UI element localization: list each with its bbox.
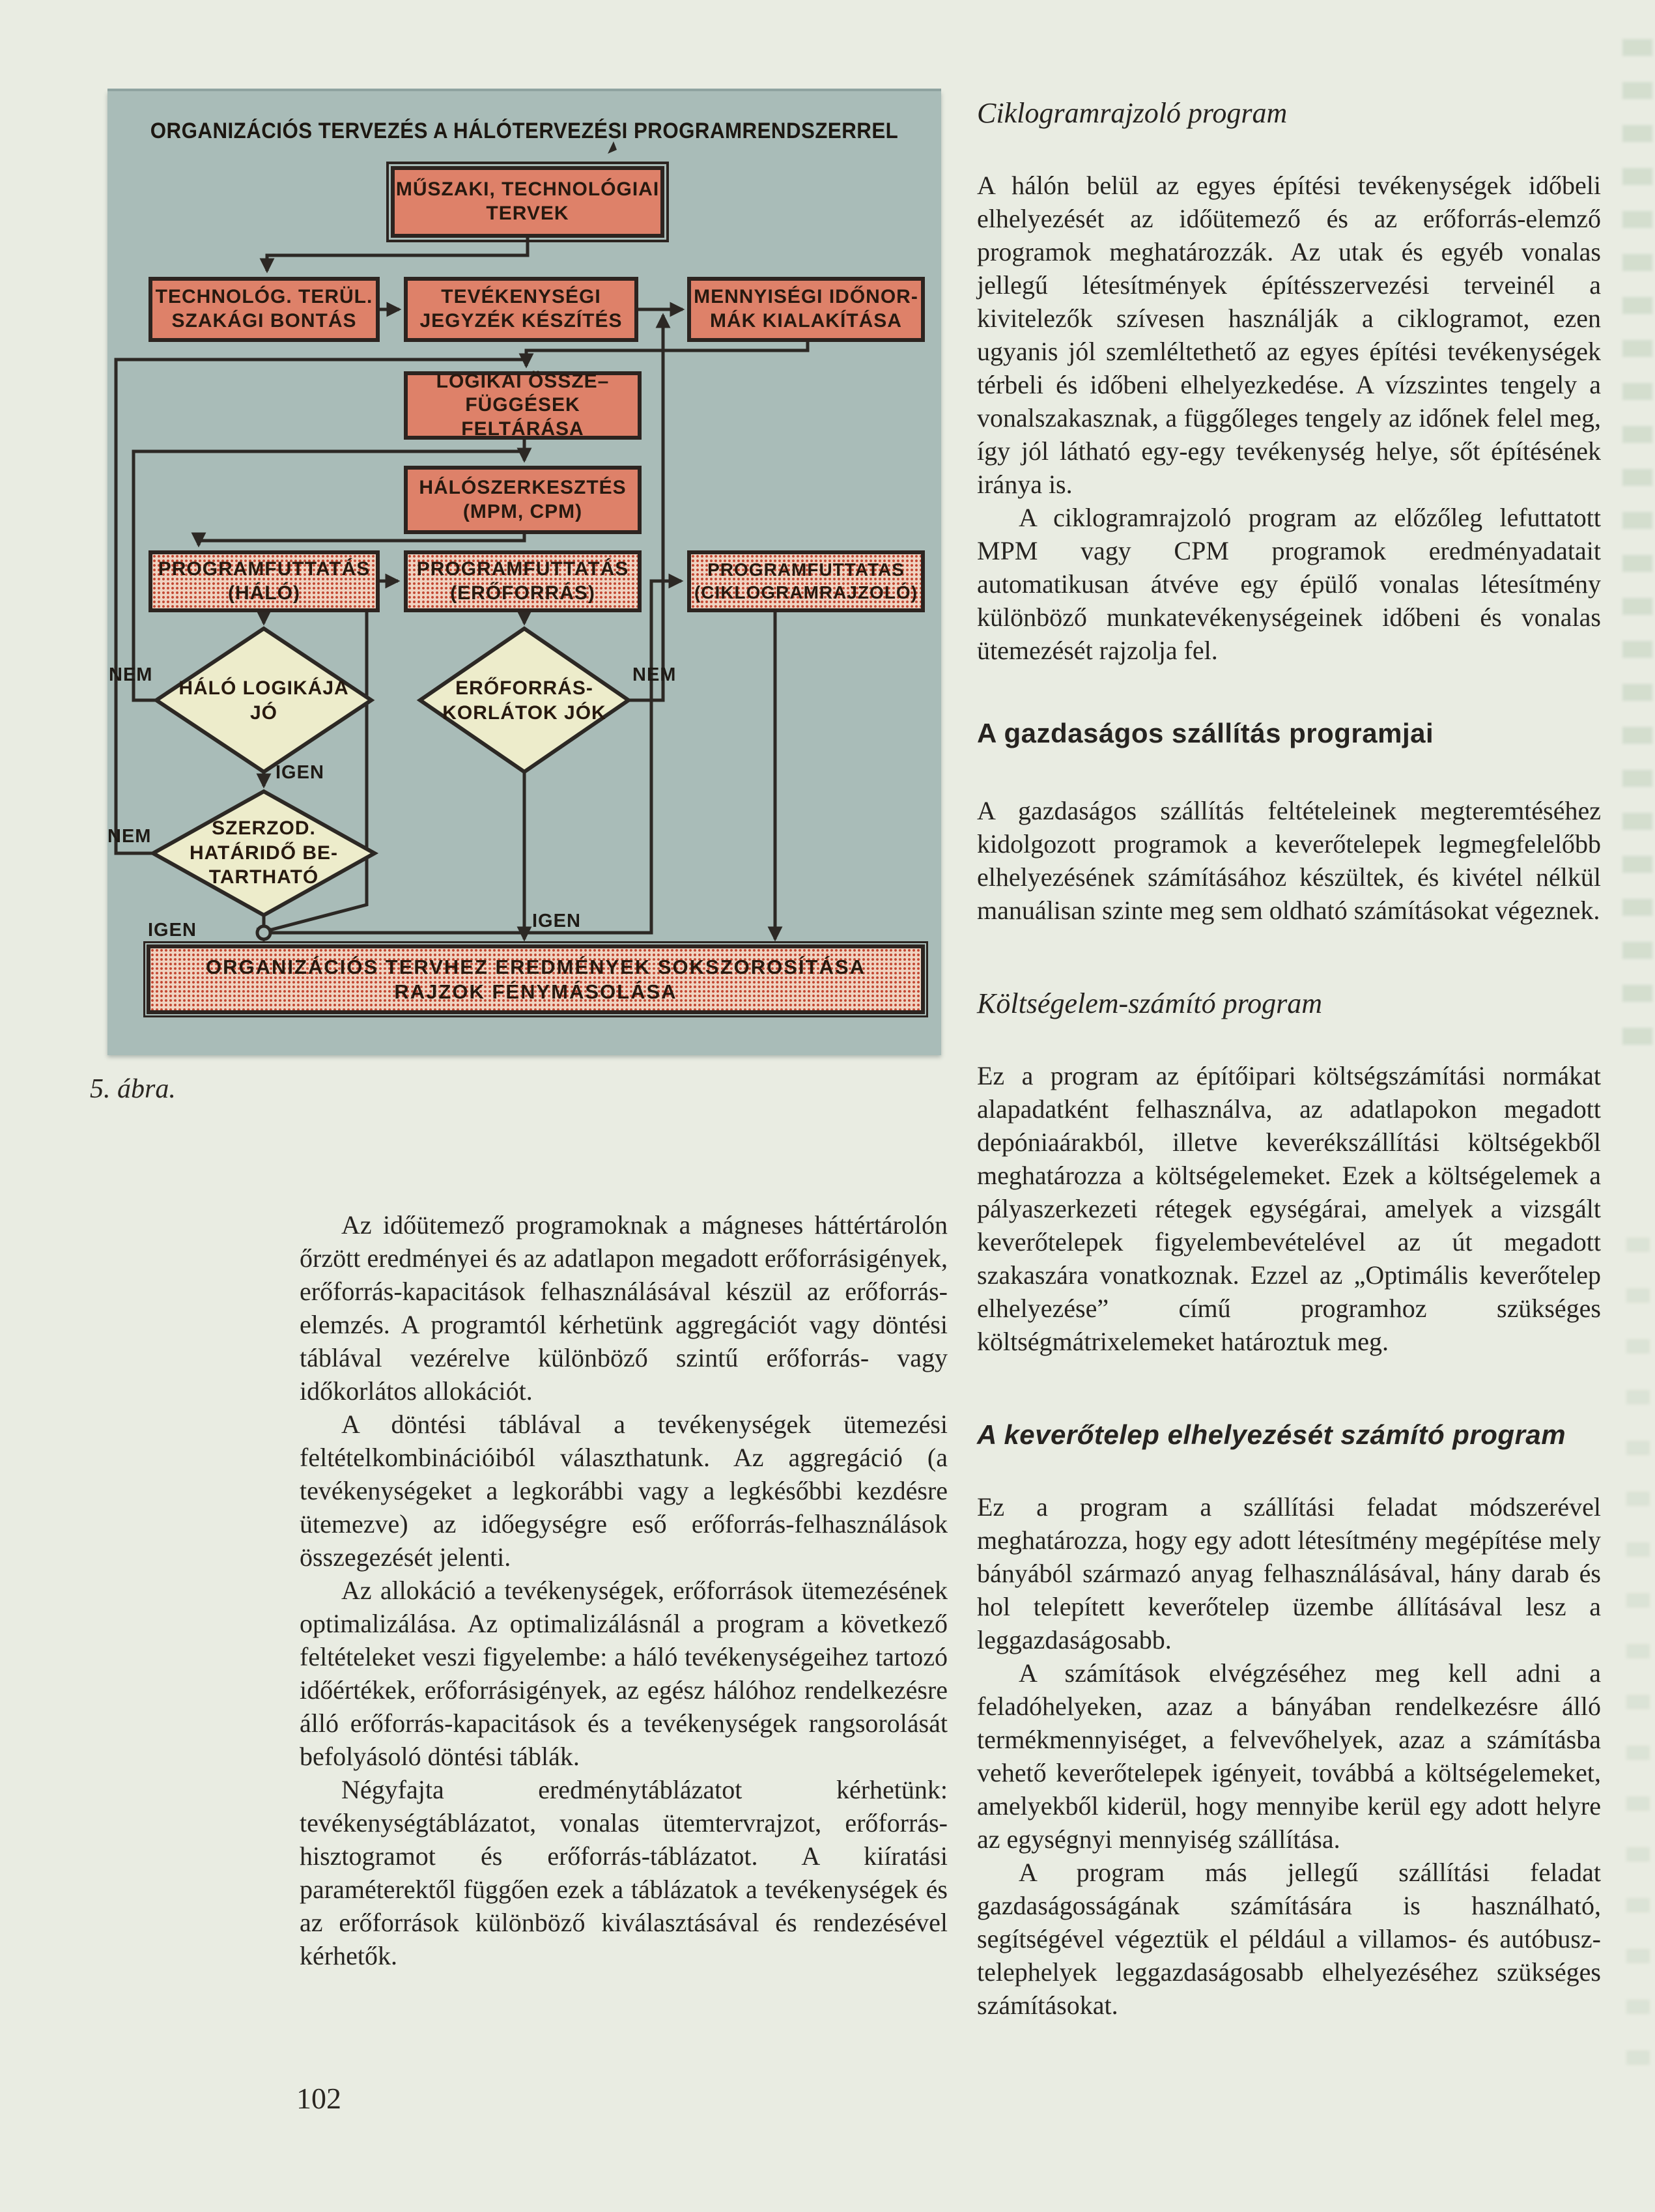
node-line: HÁLÓ LOGIKÁJA — [178, 677, 349, 699]
diamond-eroforras-label — [427, 676, 622, 725]
node-line: LOGIKAI ÖSSZE– — [436, 370, 610, 392]
paragraph: A számítások elvégzéséhez meg kell adni a feladóhelyeken, azaz a bányában rendelkezésre álló termékmennyiséget, a felvevőhelyek, azaz a számításba vehető keverőtelepek igényeit, továbbá a költségelemeket, amelyekből kiderül, hogy mennyibe kerül egy adott helyre az egységnyi mennyiség szállítása. — [977, 1658, 1601, 1854]
paragraph: Az időütemező programoknak a mágneses háttértárolón őrzött eredményei és az adatlapon megadott erőforrásigények, erőforrás-kapacitások felhasználásával készül az erőforrás-elemzés. A programtól kérhetünk aggregációt vagy döntési táblával vezérelve különböző szintű erőforrás- vagy időkorlátos allokációt. — [300, 1210, 948, 1406]
paragraph: Négyfajta eredménytáblázatot kérhetünk: tevékenységtáblázatot, vonalas ütemtervrajzot, erőforrás-hisztogramot és erőforrás-táblázatot. A kiíratási paraméterektől függően ezek a táblázatok a tevékenységek és az erőforrások különböző kiválasztásával és rendezésével kérhetők. — [300, 1775, 948, 1970]
node-line: PROGRAMFUTTATÁS — [158, 558, 371, 580]
figure-caption: 5. ábra. — [90, 1074, 176, 1104]
paragraph: Az allokáció a tevékenységek, erőforrások ütemezésének optimalizálása. Az optimalizálásnál a program a következő feltételeket veszi figyelembe: a háló tevékenységeihez tartozó időértékek, erőforrásigények, az egész hálóhoz rendelkezésre álló erőforrás-kapacitások és a tevékenységek rangsorolását befolyásoló döntési táblák. — [300, 1576, 948, 1771]
paragraph: A döntési táblával a tevékenységek ütemezési feltételkombinációiból választhatunk. Az aggregáció (a tevékenységeket a legkorábbi vagy a legkésőbbi kezdésre ütemezve) az időegységre eső erőforrás-felhasználások összegezését jelenti. — [300, 1410, 948, 1572]
node-line: TERVEK — [486, 203, 569, 224]
node-muszaki-tervek — [391, 166, 664, 238]
node-line: SZERZOD. — [212, 817, 316, 839]
node-line: RAJZOK FÉNYMÁSOLÁSA — [394, 980, 677, 1003]
paragraph: A gazdaságos szállítás feltételeinek megteremtéséhez kidolgozott programok a keverőtelepek legmegfelelőbb elhelyezésének számításához készültek, és kivétel nélkül manuálisan szinte meg sem oldható számításokat végeznek. — [977, 796, 1601, 925]
node-line: MÁK KIALAKÍTÁSA — [710, 310, 902, 332]
paragraph: A program más jellegű szállítási feladat gazdaságosságának számítására is használható, segítségével végeztük el például a villamos- és autóbusz-telephelyek leggazdaságosabb elhelyezéséhez szükséges számításokat. — [977, 1858, 1601, 2020]
figure-title: ORGANIZÁCIÓS TERVEZÉS A HÁLÓTERVEZÉSI PROGRAMRENDSZERREL — [150, 119, 899, 143]
label-nem-szerzodes: NEM — [107, 826, 152, 847]
paragraph: Ez a program az építőipari költségszámítási normákat alapadatként felhasználva, az adatlapokon megadott depóniaárakból, illetve keverékszállítási költségekből meghatározza a költségelemeket. Ezek a költségelemek a pályaszerkezeti rétegek egységárai, amelyek a vizsgált keverőtelepek figyelembevételével az út megadott szakaszára vonatkoznak. Ezzel az „Optimális keverőtelep elhelyezése” című programhoz szükséges költségmátrixelemeket határoztuk meg. — [977, 1061, 1601, 1356]
left-column — [300, 1208, 948, 1972]
node-line: MENNYISÉGI IDŐNOR- — [694, 286, 918, 308]
node-line: TEVÉKENYSÉGI — [441, 286, 601, 308]
node-line: (MPM, CPM) — [462, 500, 583, 522]
node-logikai-osszefuggesek — [404, 371, 642, 440]
node-line: (ERŐFORRÁS) — [450, 582, 595, 604]
paragraph: A hálón belül az egyes építési tevékenységek időbeli elhelyezését az időütemező és az erőforrás-elemző programok meghatározzák. Az utak és egyéb vonalas jellegű létesítmények építésszervezési terveinél a kivitelezők szívesen használják a ciklogramot, ezen ugyanis jól szemléltethető az egyes építési tevékenységek térbeli és időbeni elhelyezkedése. A vízszintes tengely a vonalszakasznak, a függőleges tengely az időnek felel meg, így jól látható egy-egy tevékenység helye, sőt építésének iránya is. — [977, 171, 1601, 499]
node-tevekenysegi-jegyzek — [404, 277, 638, 342]
node-sokszorositas — [147, 944, 925, 1014]
node-line: FÜGGÉSEK FELTÁRÁSA — [461, 394, 584, 440]
paragraph: A ciklogramrajzoló program az előzőleg lefuttatott MPM vagy CPM programok eredményadatait automatikusan átvéve egy épülő vonalas létesítmény különböző munkatevékenységeinek időbeni és vonalas ütemezését rajzolja fel. — [977, 503, 1601, 665]
node-programfuttatas-halo — [149, 550, 380, 612]
node-line: MŰSZAKI, TECHNOLÓGIAI — [395, 178, 660, 201]
node-line: HÁLÓSZERKESZTÉS — [419, 476, 627, 498]
node-line: TARTHATÓ — [208, 866, 319, 888]
label-nem-eroforras: NEM — [632, 664, 677, 685]
heading-ciklogramrajzolo: Ciklogramrajzoló program — [977, 97, 1288, 129]
node-line: (HÁLÓ) — [228, 582, 300, 604]
label-igen-szerzodes: IGEN — [148, 920, 197, 941]
label-igen-halo-logika: IGEN — [276, 762, 324, 783]
right-column — [977, 96, 1601, 2022]
heading-keverotelep: A keverőtelep elhelyezését számító program — [977, 1419, 1566, 1450]
node-haloszerkesztes — [404, 466, 642, 534]
scan-bleed-artifact — [1622, 39, 1652, 1055]
node-line: PROGRAMFUTTATAS — [707, 560, 905, 580]
node-line: HATÁRIDŐ BE- — [189, 842, 339, 864]
diamond-szerzodes-label — [166, 816, 361, 890]
node-line: ORGANIZÁCIÓS TERVHEZ EREDMÉNYEK SOKSZOROSÍTÁSA — [206, 955, 866, 978]
node-programfuttatas-eroforras — [404, 550, 642, 612]
heading-gazdasagos-szallitas: A gazdaságos szállítás programjai — [977, 718, 1434, 748]
node-line: KORLÁTOK JÓK — [442, 702, 606, 724]
heading-koltsegelem: Költségelem-számító program — [977, 987, 1323, 1019]
diamond-halo-logika-label — [166, 676, 361, 725]
node-line: JÓ — [249, 702, 278, 724]
page-number: 102 — [296, 2082, 341, 2115]
paragraph: Ez a program a szállítási feladat módszerével meghatározza, hogy egy adott létesítmény megépítése mely bányából származó anyag felhasználásával, hány darab és hol telepített keverőtelep üzembe állításával lesz a leggazdaságosabb. — [977, 1492, 1601, 1654]
node-line: PROGRAMFUTTATÁS — [416, 558, 629, 580]
node-line: ERŐFORRÁS- — [455, 677, 593, 699]
node-mennyisegi-idonormak — [687, 277, 925, 342]
node-line: SZAKÁGI BONTÁS — [171, 310, 357, 332]
node-programfuttatas-ciklogram — [687, 550, 925, 612]
node-line: TECHNOLÓG. TERÜL. — [155, 286, 373, 308]
scan-bleed-artifact — [1626, 1238, 1650, 2084]
node-line: JEGYZÉK KÉSZÍTÉS — [419, 310, 623, 332]
node-line: (CIKLOGRAMRAJZOLÓ) — [694, 582, 918, 603]
label-nem-halo-logika: NEM — [109, 664, 153, 685]
node-technolog-bontas — [149, 277, 380, 342]
label-igen-eroforras: IGEN — [532, 911, 581, 931]
flowchart-figure — [107, 91, 941, 1055]
